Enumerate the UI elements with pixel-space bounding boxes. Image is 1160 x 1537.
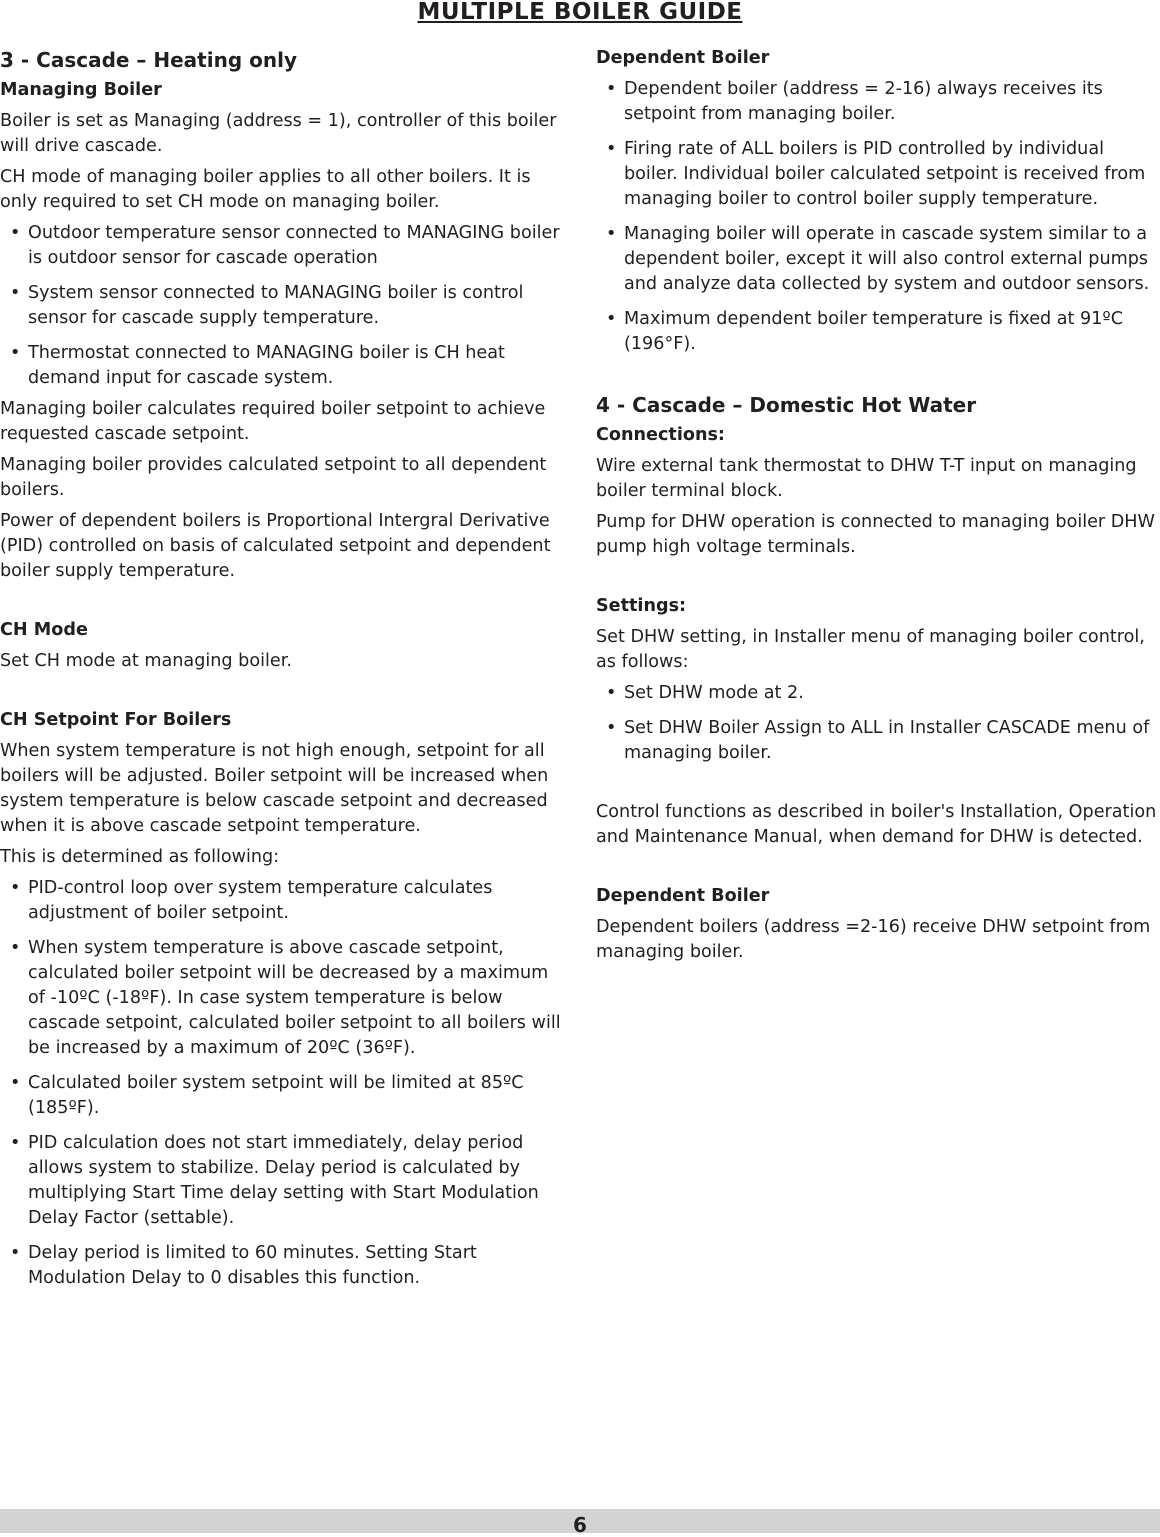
list-item: • Delay period is limited to 60 minutes. Setting Start Modulation Delay to 0 disables this function. [0,1241,568,1291]
connections-heading: Connections: [596,425,725,445]
setpoint-bullet-list [0,876,568,1291]
dependent-boiler-heading: Dependent Boiler [596,48,770,68]
list-item: • Set DHW Boiler Assign to ALL in Installer CASCADE menu of managing boiler. [596,716,1160,766]
ch-setpoint-heading: CH Setpoint For Boilers [0,710,232,730]
paragraph: Managing boiler provides calculated setpoint to all dependent boilers. [0,455,547,500]
section-title-cascade-dhw: 4 - Cascade – Domestic Hot Water [596,393,977,417]
dependent-bullet-list [596,77,1160,357]
list-item: • Managing boiler will operate in cascade system similar to a dependent boiler, except it will also control external pumps and analyze data collected by system and outdoor sensors. [596,222,1160,297]
list-item: • Set DHW mode at 2. [596,681,1160,706]
list-item: • Maximum dependent boiler temperature is fixed at 91ºC (196°F). [596,307,1160,357]
paragraph: Set CH mode at managing boiler. [0,651,292,671]
paragraph: When system temperature is not high enough, setpoint for all boilers will be adjusted. Boiler setpoint will be increased when system temperature is below cascade setpoint and decreased when it is above cascade setpoint temperature. [0,741,549,836]
list-item: • PID-control loop over system temperature calculates adjustment of boiler setpoint. [0,876,568,926]
paragraph: Wire external tank thermostat to DHW T-T input on managing boiler terminal block. [596,456,1137,501]
list-item: • System sensor connected to MANAGING boiler is control sensor for cascade supply temperature. [0,281,568,331]
paragraph: Managing boiler calculates required boiler setpoint to achieve requested cascade setpoint. [0,399,546,444]
paragraph: Boiler is set as Managing (address = 1), controller of this boiler will drive cascade. [0,111,557,156]
list-item: • Outdoor temperature sensor connected to MANAGING boiler is outdoor sensor for cascade operation [0,221,568,271]
list-item: • Dependent boiler (address = 2-16) always receives its setpoint from managing boiler. [596,77,1160,127]
paragraph: Pump for DHW operation is connected to managing boiler DHW pump high voltage terminals. [596,512,1155,557]
managing-bullet-list [0,221,568,391]
dependent-boiler-dhw-heading: Dependent Boiler [596,886,770,906]
left-column [0,46,568,1297]
list-item: • Calculated boiler system setpoint will be limited at 85ºC (185ºF). [0,1071,568,1121]
paragraph: This is determined as following: [0,847,280,867]
section-title-cascade-heating: 3 - Cascade – Heating only [0,48,297,72]
document-title: MULTIPLE BOILER GUIDE [417,0,743,25]
list-item: • When system temperature is above cascade setpoint, calculated boiler setpoint will be decreased by a maximum of -10ºC (-18ºF). In case system temperature is below cascade setpoint, calculated boiler setpoint to all boilers will be increased by a maximum of 20ºC (36ºF). [0,936,568,1061]
right-column [596,46,1160,971]
paragraph: Control functions as described in boiler's Installation, Operation and Maintenance Manual, when demand for DHW is detected. [596,802,1157,847]
page-number: 6 [573,1513,587,1537]
settings-heading: Settings: [596,596,687,616]
ch-mode-heading: CH Mode [0,620,88,640]
settings-bullet-list [596,681,1160,766]
paragraph: Set DHW setting, in Installer menu of managing boiler control, as follows: [596,627,1145,672]
list-item: • Firing rate of ALL boilers is PID controlled by individual boiler. Individual boiler calculated setpoint is received from managing boiler to control boiler supply temperature. [596,137,1160,212]
paragraph: Power of dependent boilers is Proportional Intergral Derivative (PID) controlled on basis of calculated setpoint and dependent boiler supply temperature. [0,511,551,581]
page-footer [0,1509,1160,1537]
managing-boiler-heading: Managing Boiler [0,80,162,100]
list-item: • Thermostat connected to MANAGING boiler is CH heat demand input for cascade system. [0,341,568,391]
list-item: • PID calculation does not start immediately, delay period allows system to stabilize. Delay period is calculated by multiplying Start Time delay setting with Start Modulation Delay Factor (settable). [0,1131,568,1231]
paragraph: CH mode of managing boiler applies to all other boilers. It is only required to set CH mode on managing boiler. [0,167,531,212]
paragraph: Dependent boilers (address =2-16) receive DHW setpoint from managing boiler. [596,917,1151,962]
